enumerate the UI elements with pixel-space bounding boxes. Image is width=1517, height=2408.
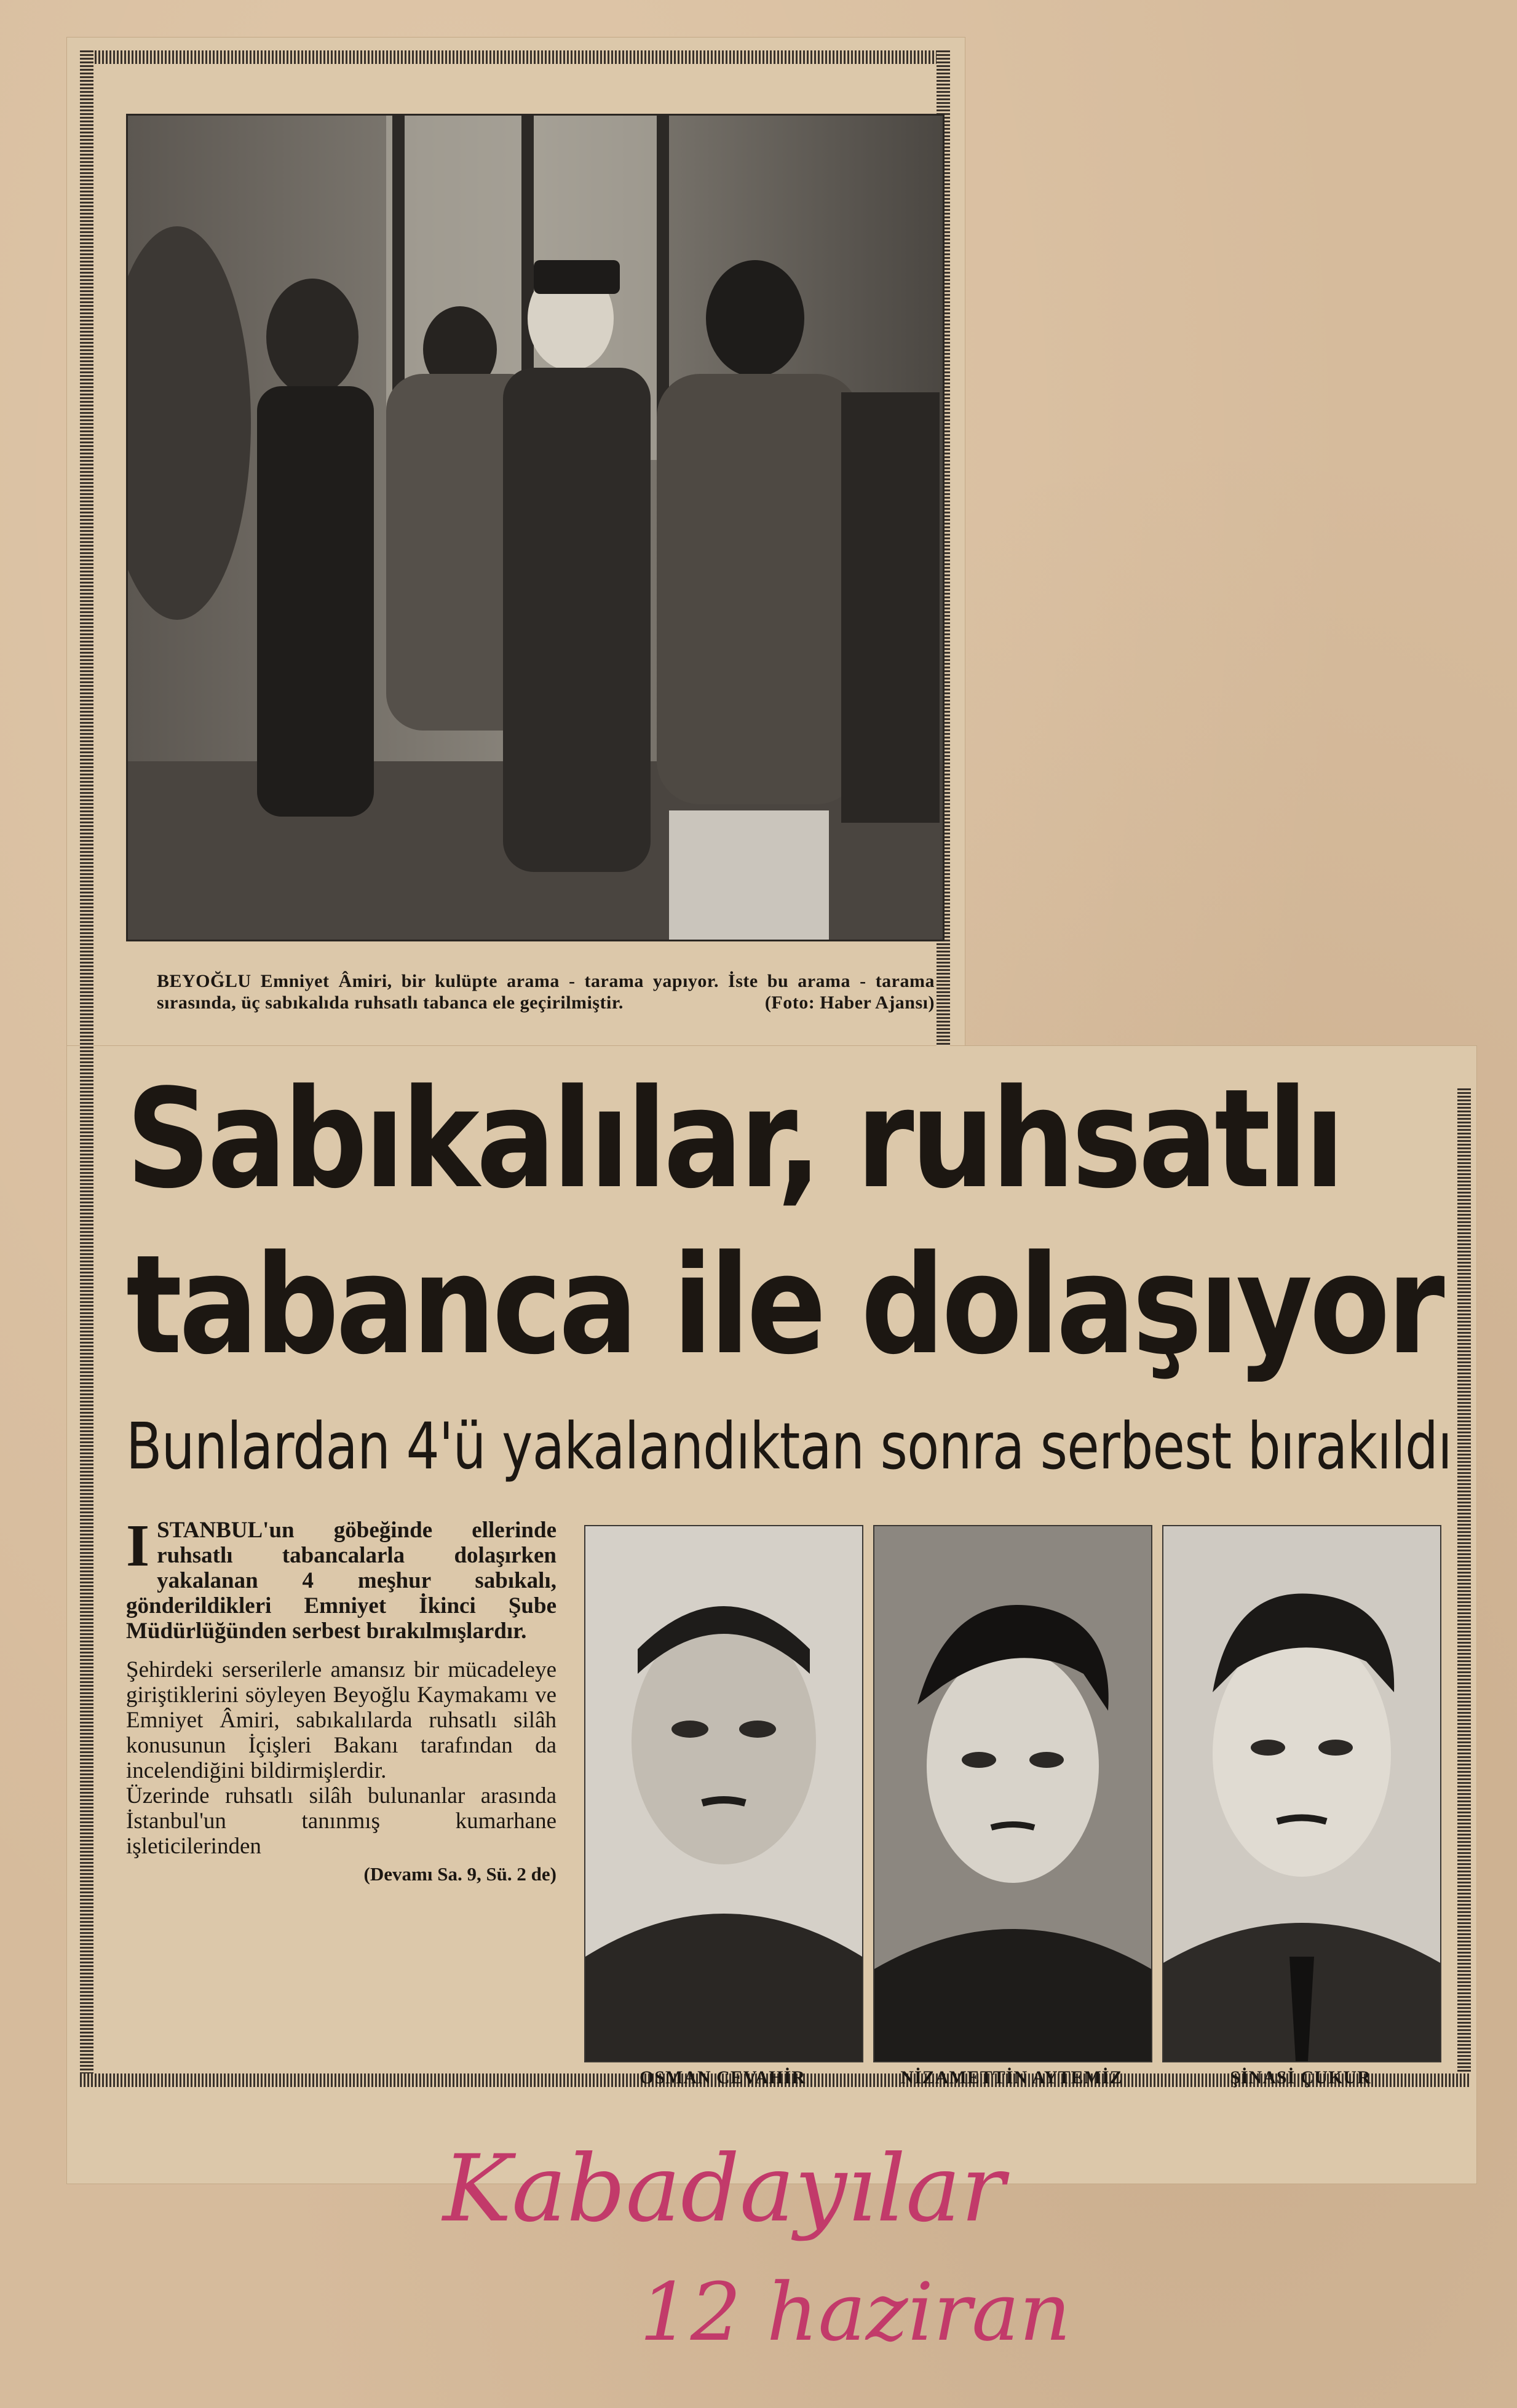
- portrait-photo: [1163, 1526, 1440, 2061]
- portrait-3-name: ŞİNASİ ÇUKUR: [1230, 2067, 1371, 2088]
- right-rule-bottom: [1457, 1088, 1471, 2072]
- portrait-2-name: NİZAMETTİN AYTEMİZ: [900, 2067, 1123, 2088]
- article-lead-text: STANBUL'un göbeğinde ellerinde ruhsatlı tabancalarla dolaşırken yakalanan 4 meşhur sabıkalı, gönderildikleri Emniyet İkinci Şube Müdürlüğünden serbest bırakılmışlardır.: [126, 1518, 556, 1644]
- handwritten-note-line-2: 12 haziran: [640, 2265, 1071, 2359]
- portrait-photo: [585, 1526, 862, 2061]
- portrait-1: [584, 1525, 863, 2062]
- club-search-photo: [128, 116, 943, 940]
- handwritten-note-line-1: Kabadayılar: [443, 2136, 1005, 2243]
- portrait-1-name: OSMAN CEVAHİR: [640, 2067, 806, 2088]
- headline-line-1: Sabıkalılar, ruhsatlı: [126, 1060, 1342, 1219]
- photo-credit: (Foto: Haber Ajansı): [764, 992, 935, 1013]
- article-body: [126, 1513, 556, 1887]
- drop-cap: I: [126, 1513, 150, 1579]
- subheadline: Bunlardan 4'ü yakalandıktan sonra serbest bırakıldı: [126, 1409, 1452, 1484]
- left-rule: [80, 50, 93, 2073]
- portrait-2: [873, 1525, 1152, 2062]
- portrait-3: [1162, 1525, 1441, 2062]
- headline-line-2: tabanca ile dolaşıyor: [126, 1226, 1442, 1385]
- article-paragraph-2: Şehirdeki serserilerle amansız bir mücadeleye giriştiklerini söyleyen Beyoğlu Kaymakamı ve Emniyet Âmiri, sabıkalılarda ruhsatlı silâh konusunun İçişleri Bakanı tarafından da incelendiğini bildirmişlerdir.: [126, 1657, 556, 1783]
- main-photo: [126, 114, 945, 941]
- article-lead: [126, 1513, 556, 1644]
- photo-caption: [157, 970, 935, 1013]
- continued-note: (Devamı Sa. 9, Sü. 2 de): [363, 1863, 556, 1885]
- portrait-photo: [874, 1526, 1151, 2061]
- article-paragraph-3: Üzerinde ruhsatlı silâh bulunanlar arasında İstanbul'un tanınmış kumarhane işleticilerinden: [126, 1783, 556, 1859]
- photo-caption-text: BEYOĞLU Emniyet Âmiri, bir kulüpte arama - tarama yapıyor. İste bu arama - tarama sırasında, üç sabıkalıda ruhsatlı tabanca ele geçirilmiştir.: [157, 971, 935, 1013]
- top-rule: [80, 50, 950, 64]
